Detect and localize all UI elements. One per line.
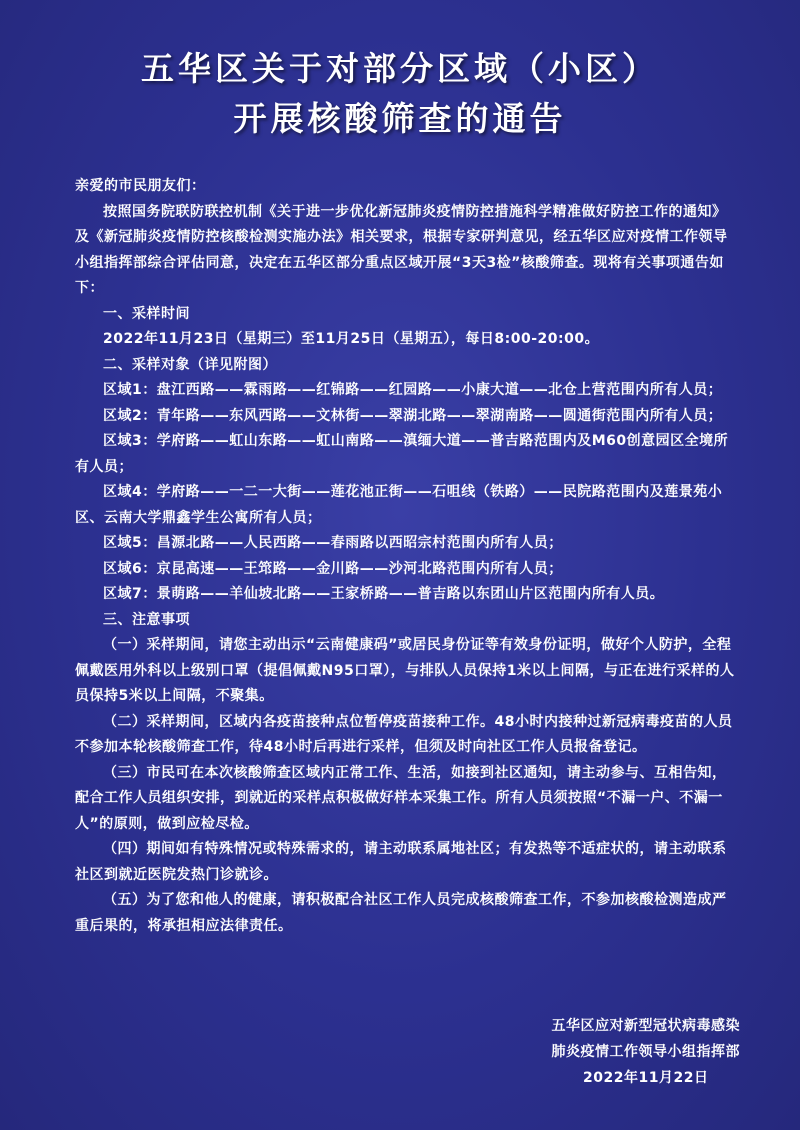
notice-body	[75, 174, 740, 939]
signature-block	[552, 1013, 741, 1091]
title-line-2: 开展核酸筛查的通告	[233, 99, 567, 138]
notice-title	[60, 44, 740, 144]
section-heading-sampling-targets: 二、采样对象（详见附图）	[103, 356, 277, 373]
area-item: 区域5：昌源北路——人民西路——春雨路以西昭宗村范围内所有人员；	[103, 535, 563, 551]
note-item: （五）为了您和他人的健康，请积极配合社区工作人员完成核酸筛查工作，不参加核酸检测造成严重后果的，将承担相应法律责任。	[75, 892, 727, 934]
note-item: （二）采样期间，区域内各疫苗接种点位暂停疫苗接种工作。48小时内接种过新冠病毒疫苗的人员不参加本轮核酸筛查工作，待48小时后再进行采样，但须及时向社区工作人员报备登记。	[75, 713, 733, 755]
section-heading-sampling-time: 一、采样时间	[103, 305, 190, 322]
signature-issuer-line-1: 五华区应对新型冠状病毒感染	[551, 1018, 740, 1034]
area-item: 区域3：学府路——虹山东路——虹山南路——滇缅大道——普吉路范围内及M60创意园区全境所有人员；	[75, 433, 729, 475]
salutation: 亲爱的市民朋友们：	[75, 178, 206, 194]
area-item: 区域6：京昆高速——王筇路——金川路——沙河北路范围内所有人员；	[103, 560, 563, 577]
note-item: （一）采样期间，请您主动出示“云南健康码”或居民身份证等有效身份证明，做好个人防护，全程佩戴医用外科以上级别口罩（提倡佩戴N95口罩），与排队人员保持1米以上间隔，与正在进行采样的人员保持5米以上间隔，不聚集。	[75, 637, 735, 704]
area-item: 区域1：盘江西路——霖雨路——红锦路——红园路——小康大道——北仓上营范围内所有人员；	[103, 382, 723, 398]
area-item: 区域2：青年路——东风西路——文林街——翠湖北路——翠湖南路——圆通街范围内所有人员；	[103, 407, 723, 424]
section-heading-notes: 三、注意事项	[103, 611, 190, 628]
area-item: 区域4：学府路——一二一大街——莲花池正街——石咀线（铁路）——民院路范围内及莲景苑小区、云南大学鼎鑫学生公寓所有人员；	[75, 484, 723, 526]
sampling-time-text: 2022年11月23日（星期三）至11月25日（星期五），每日8:00-20:00。	[103, 331, 600, 347]
title-line-1: 五华区关于对部分区域（小区）	[141, 49, 659, 88]
intro-paragraph: 按照国务院联防联控机制《关于进一步优化新冠肺炎疫情防控措施科学精准做好防控工作的通知》及《新冠肺炎疫情防控核酸检测实施办法》相关要求，根据专家研判意见，经五华区应对疫情工作领导小组指挥部综合评估同意，决定在五华区部分重点区域开展“3天3检”核酸筛查。现将有关事项通告如下：	[75, 203, 728, 296]
note-item: （三）市民可在本次核酸筛查区域内正常工作、生活，如接到社区通知，请主动参与、互相告知，配合工作人员组织安排，到就近的采样点积极做好样本采集工作。所有人员须按照“不漏一户、不漏一人”的原则，做到应检尽检。	[75, 764, 727, 832]
area-item: 区域7：景萌路——羊仙坡北路——王家桥路——普吉路以东团山片区范围内所有人员。	[103, 586, 665, 602]
note-item: （四）期间如有特殊情况或特殊需求的，请主动联系属地社区；有发热等不适症状的，请主动联系社区到就近医院发热门诊就诊。	[75, 841, 727, 883]
signature-date: 2022年11月22日	[583, 1070, 709, 1086]
signature-issuer-line-2: 肺炎疫情工作领导小组指挥部	[551, 1044, 740, 1060]
